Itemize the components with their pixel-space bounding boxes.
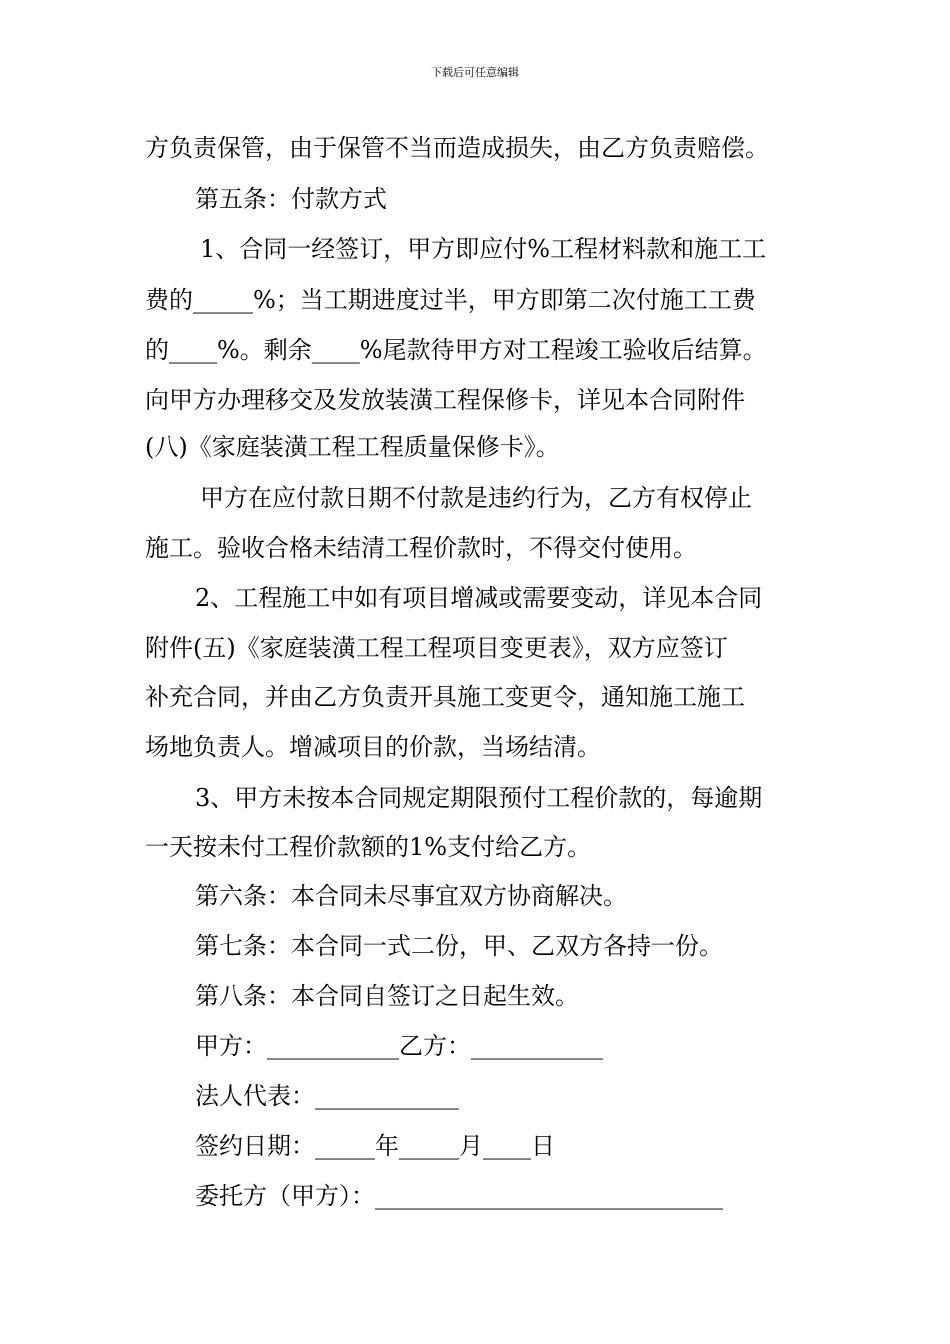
- page-header: 下载后可任意编辑: [431, 66, 519, 79]
- entrusting-party-line: 委托方（甲方）：_____________________________: [195, 1182, 723, 1210]
- body-line: 的____%。剩余____%尾款待甲方对工程竣工验收后结算。: [145, 336, 767, 364]
- body-line: 附件(五)《家庭装潢工程工程项目变更表》，双方应签订: [145, 634, 728, 662]
- body-line: 施工。验收合格未结清工程价款时，不得交付使用。: [145, 534, 697, 562]
- section-heading-7: 第七条：本合同一式二份，甲、乙双方各持一份。: [195, 932, 723, 960]
- body-line: 方负责保管，由于保管不当而造成损失，由乙方负责赔偿。: [145, 134, 769, 162]
- signature-party-line: 甲方：___________乙方：___________: [195, 1032, 603, 1060]
- body-line: 费的_____%；当工期进度过半，甲方即第二次付施工工费: [145, 286, 756, 314]
- signing-date-line: 签约日期：_____年_____月____日: [195, 1132, 555, 1160]
- legal-representative-line: 法人代表：____________: [195, 1082, 459, 1110]
- body-line: (八)《家庭装潢工程工程质量保修卡》。: [145, 433, 560, 461]
- body-line: 向甲方办理移交及发放装潢工程保修卡，详见本合同附件: [145, 386, 745, 414]
- body-line: 2、工程施工中如有项目增减或需要变动，详见本合同: [195, 584, 763, 612]
- body-line: 场地负责人。增减项目的价款，当场结清。: [145, 733, 601, 761]
- body-line: 一天按未付工程价款额的1%支付给乙方。: [145, 833, 592, 861]
- body-line: 补充合同，并由乙方负责开具施工变更令，通知施工施工: [145, 683, 745, 711]
- section-heading-5: 第五条：付款方式: [195, 185, 387, 213]
- section-heading-6: 第六条：本合同未尽事宜双方协商解决。: [195, 882, 627, 910]
- body-line: 1、合同一经签订，甲方即应付%工程材料款和施工工: [200, 235, 767, 263]
- body-line: 3、甲方未按本合同规定期限预付工程价款的，每逾期: [195, 784, 763, 812]
- section-heading-8: 第八条：本合同自签订之日起生效。: [195, 982, 579, 1010]
- body-line: 甲方在应付款日期不付款是违约行为，乙方有权停止: [200, 484, 752, 512]
